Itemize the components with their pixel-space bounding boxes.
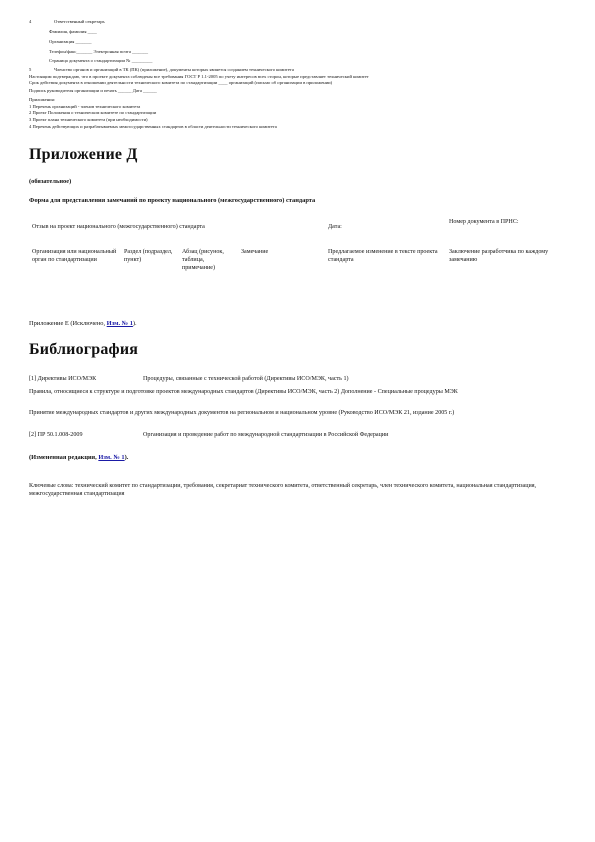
- attachment-item: 4 Перечень действующих и разрабатываемых межгосударственных стандартов в области деятельности технического комитета: [29, 124, 277, 129]
- keywords: Ключевые слова: технический комитет по стандартизации, требования, секретариат технического комитета, ответственный секретарь, член технического комитета, национальная стандартизация, межгосударственная стандартизация: [29, 483, 537, 497]
- header-date-cell: Дата:: [328, 224, 342, 230]
- bib-text: Процедуры, связанные с технической работой (Директивы ИСО/МЭК, часть 1): [143, 376, 349, 382]
- item-4-line: Фамилия, фамилия ____: [49, 29, 97, 34]
- bib-ref: [2] ПР 50.1.008-2009: [29, 432, 83, 438]
- header-review-cell: Отзыв на проект национального (межгосударственного) стандарта: [32, 224, 205, 230]
- attachment-item: 2 Проект Положения о техническом комитете по стандартизации: [29, 110, 157, 115]
- column-header: Абзац (рисунок, таблица, примечание): [182, 249, 224, 271]
- amendment-link[interactable]: Изм. № 1: [98, 454, 125, 461]
- bib-ref: [1] Директивы ИСО/МЭК: [29, 376, 97, 382]
- note-text: ).: [124, 454, 129, 461]
- item-5-number: 5: [29, 67, 32, 72]
- item-4-line: Страница документа о стандартизации № _________: [49, 58, 153, 63]
- column-header: Замечание: [241, 249, 269, 255]
- note-text: (Измененная редакция,: [29, 454, 99, 461]
- item-5: [29, 67, 294, 73]
- bibliography-entry: Правила, относящиеся к структуре и подготовке проектов международных стандартов (Директивы ИСО/МЭК, часть 2) Дополнение - Специальные процедуры МЭК: [29, 389, 458, 395]
- item-4-line: Организация _______: [49, 39, 92, 44]
- remarks-table: [29, 216, 561, 274]
- appendix-status: (обязательное): [29, 178, 72, 185]
- attachment-item: 1 Перечень организаций - членов технического комитета: [29, 104, 141, 109]
- bibliography-entry: [29, 375, 569, 383]
- confirmation-paragraph: Настоящим подтверждаю, что в проекте документа соблюдены все требования ГОСТ Р 1.1-2005 по учету интересов всех сторон, которые представляет технический комитет: [29, 74, 369, 79]
- attachment-item: 3 Проект плана технического комитета (при необходимости): [29, 117, 148, 122]
- bibliography-entry: Принятие международных стандартов и других международных документов на региональном и национальном уровне (Руководство ИСО/МЭК 21, издание 2005 г.): [29, 410, 455, 416]
- item-4: [29, 19, 105, 25]
- amendment-link[interactable]: Изм. № 1: [106, 320, 133, 327]
- table-header-row: [29, 216, 561, 246]
- signature-line: Подпись руководителя организации и печать ______ Дата ______: [29, 88, 157, 93]
- bibliography-title: Библиография: [29, 341, 139, 358]
- item-4-number: 4: [29, 19, 32, 24]
- column-header: Раздел (подраздел, пункт): [124, 249, 173, 263]
- item-5-text: Членство органов и организаций в ТК (ПК) (приложение), документы которых является созданием технического комитета: [54, 67, 294, 72]
- form-title: Форма для представления замечаний по проекту национального (межгосударственного) стандарта: [29, 197, 316, 204]
- amendment-note: [29, 454, 128, 462]
- header-docnum-cell: Номер документа в ПРНС:: [449, 219, 519, 225]
- item-4-line: Телефон/факс_______ Электронная почта _______: [49, 49, 149, 54]
- appendix-e-note: [29, 320, 137, 328]
- note-text: ).: [132, 320, 137, 327]
- term-paragraph: Срок действия документа в отношении деятельности технического комитета по стандартизации ____ организаций (письмо об организации в приложении): [29, 80, 333, 85]
- bibliography-entry: [29, 431, 569, 439]
- appendix-title: Приложение Д: [29, 146, 138, 163]
- column-header: Заключение разработчика по каждому замечанию: [449, 249, 549, 263]
- note-text: Приложение Е (Исключено,: [29, 320, 107, 327]
- item-4-title: Ответственный секретарь: [54, 19, 105, 24]
- column-header: Предлагаемое изменение в тексте проекта стандарта: [328, 249, 438, 263]
- bib-text: Организация и проведение работ по международной стандартизации в Российской Федерации: [143, 432, 389, 438]
- attachments-title: Приложения:: [29, 97, 56, 102]
- column-header: Организация или национальный орган по стандартизации: [32, 249, 117, 263]
- table-row: [29, 246, 561, 274]
